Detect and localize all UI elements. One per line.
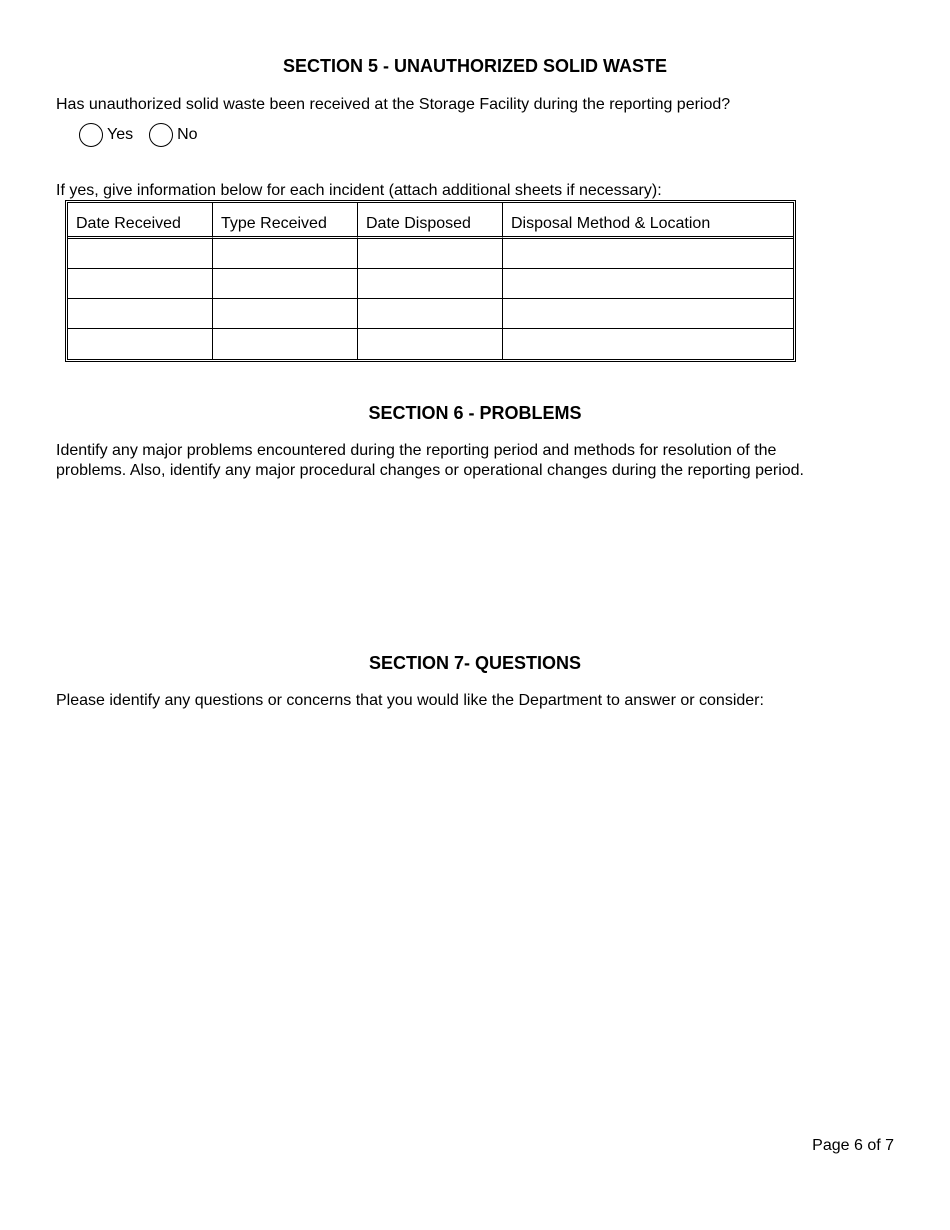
section6-description-line1: Identify any major problems encountered during the reporting period and methods for resolution of the [56,442,777,459]
radio-yes-circle[interactable] [79,123,103,147]
cell-date-disposed[interactable] [358,299,503,329]
cell-type-received[interactable] [213,239,358,269]
type-received-input[interactable] [213,299,357,328]
table-row [68,299,793,329]
radio-yes-label: Yes [107,126,134,143]
page-number: Page 6 of 7 [812,1137,894,1154]
date-received-input[interactable] [68,299,212,328]
cell-date-received[interactable] [68,269,213,299]
date-disposed-input[interactable] [358,269,502,298]
cell-date-disposed[interactable] [358,269,503,299]
cell-disposal-method[interactable] [503,269,793,299]
incident-table [65,200,796,362]
questions-answer-area[interactable] [56,720,898,1124]
section7-description: Please identify any questions or concerns that you would like the Department to answer or consider: [56,692,764,709]
disposal-method-input[interactable] [503,239,793,268]
problems-answer-area[interactable] [56,490,898,644]
cell-date-received[interactable] [68,299,213,329]
cell-type-received[interactable] [213,329,358,359]
date-received-input[interactable] [68,329,212,359]
type-received-input[interactable] [213,269,357,298]
date-disposed-input[interactable] [358,329,502,359]
cell-date-disposed[interactable] [358,329,503,359]
table-row [68,269,793,299]
cell-disposal-method[interactable] [503,329,793,359]
type-received-input[interactable] [213,329,357,359]
disposal-method-input[interactable] [503,299,793,328]
header-date-received: Date Received [68,203,213,239]
header-date-disposed: Date Disposed [358,203,503,239]
disposal-method-input[interactable] [503,269,793,298]
cell-disposal-method[interactable] [503,299,793,329]
type-received-input[interactable] [213,239,357,268]
section5-instructions: If yes, give information below for each incident (attach additional sheets if necessary): [56,182,662,199]
table-header-row [68,203,793,239]
table-row [68,329,793,359]
date-disposed-input[interactable] [358,299,502,328]
radio-no-circle[interactable] [149,123,173,147]
section6-description-line2: problems. Also, identify any major procedural changes or operational changes during the reporting period. [56,462,804,479]
date-disposed-input[interactable] [358,239,502,268]
date-received-input[interactable] [68,269,212,298]
section5-title: SECTION 5 - UNAUTHORIZED SOLID WASTE [282,56,667,76]
radio-yes[interactable] [79,123,133,147]
radio-no-label: No [177,126,198,143]
cell-date-disposed[interactable] [358,239,503,269]
waste-received-radio-group [79,121,214,149]
cell-type-received[interactable] [213,269,358,299]
table-row [68,239,793,269]
radio-no[interactable] [149,123,197,147]
date-received-input[interactable] [68,239,212,268]
cell-date-received[interactable] [68,329,213,359]
header-disposal-method: Disposal Method & Location [503,203,793,239]
cell-type-received[interactable] [213,299,358,329]
header-type-received: Type Received [213,203,358,239]
section6-title: SECTION 6 - PROBLEMS [368,403,582,423]
disposal-method-input[interactable] [503,329,793,359]
section7-title: SECTION 7- QUESTIONS [368,653,582,673]
cell-disposal-method[interactable] [503,239,793,269]
cell-date-received[interactable] [68,239,213,269]
section5-question: Has unauthorized solid waste been received at the Storage Facility during the reporting period? [56,96,731,113]
